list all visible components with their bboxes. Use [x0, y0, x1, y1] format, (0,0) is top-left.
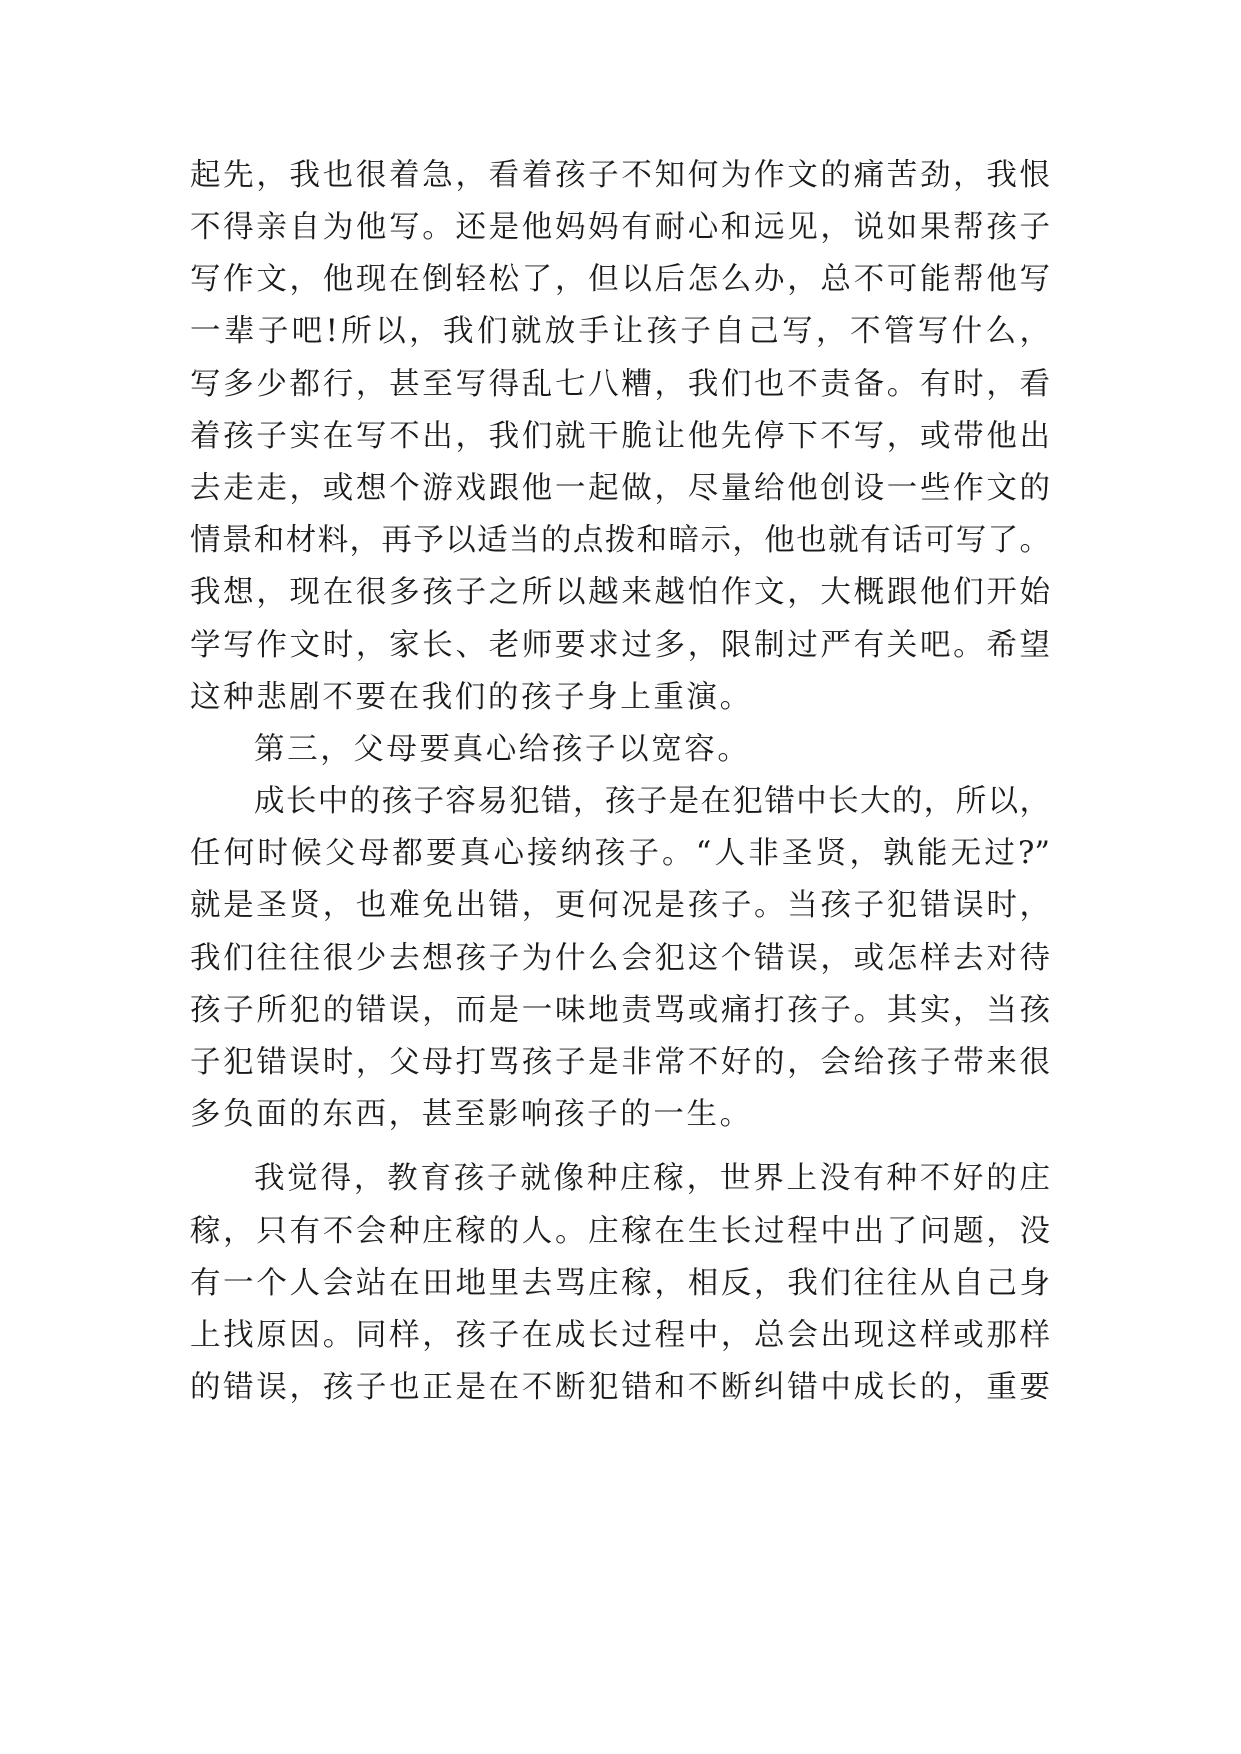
- line-text: 情景和材料，再予以适当的点拨和暗示，他也就有话可写了。: [190, 523, 1050, 559]
- text-line: [190, 150, 1050, 202]
- section-heading: [190, 724, 1050, 776]
- line-text: 一辈子吧!所以，我们就放手让孩子自己写，不管写什么，: [190, 314, 1050, 350]
- text-line: [190, 620, 1050, 672]
- text-line: [190, 1206, 1050, 1258]
- text-line: [190, 776, 1050, 828]
- text-line: [190, 307, 1050, 359]
- line-text: 有一个人会站在田地里去骂庄稼，相反，我们往往从自己身: [190, 1265, 1050, 1301]
- text-line: [190, 1154, 1050, 1206]
- line-text: 任何时候父母都要真心接纳孩子。“人非圣贤，孰能无过?”: [190, 836, 1050, 872]
- text-line: [190, 202, 1050, 254]
- text-line: [190, 1089, 1050, 1141]
- line-text: 多负面的东西，甚至影响孩子的一生。: [190, 1097, 753, 1133]
- line-text: 起先，我也很着急，看着孩子不知何为作文的痛苦劲，我恨: [190, 157, 1050, 193]
- text-line: [190, 568, 1050, 620]
- text-line: [190, 828, 1050, 880]
- text-line: [190, 515, 1050, 567]
- line-text: 写作文，他现在倒轻松了，但以后怎么办，总不可能帮他写: [190, 262, 1050, 298]
- text-line: [190, 1362, 1050, 1414]
- line-text: 成长中的孩子容易犯错，孩子是在犯错中长大的，所以，: [254, 784, 1050, 820]
- text-line: [190, 411, 1050, 463]
- line-text: 子犯错误时，父母打骂孩子是非常不好的，会给孩子带来很: [190, 1045, 1050, 1081]
- line-text: 稼，只有不会种庄稼的人。庄稼在生长过程中出了问题，没: [190, 1213, 1050, 1249]
- text-line: [190, 881, 1050, 933]
- line-text: 不得亲自为他写。还是他妈妈有耐心和远见，说如果帮孩子: [190, 210, 1050, 246]
- document-body: [190, 150, 1050, 1415]
- line-text: 我想，现在很多孩子之所以越来越怕作文，大概跟他们开始: [190, 575, 1050, 611]
- line-text: 第三，父母要真心给孩子以宽容。: [254, 731, 751, 767]
- line-text: 这种悲剧不要在我们的孩子身上重演。: [190, 679, 753, 715]
- line-text: 我们往往很少去想孩子为什么会犯这个错误，或怎样去对待: [190, 940, 1050, 976]
- text-line: [190, 359, 1050, 411]
- line-text: 去走走，或想个游戏跟他一起做，尽量给他创设一些作文的: [190, 470, 1050, 506]
- text-line: [190, 933, 1050, 985]
- line-text: 学写作文时，家长、老师要求过多，限制过严有关吧。希望: [190, 627, 1050, 663]
- line-text: 的错误，孩子也正是在不断犯错和不断纠错中成长的，重要: [190, 1370, 1050, 1406]
- text-line: [190, 463, 1050, 515]
- line-text: 孩子所犯的错误，而是一味地责骂或痛打孩子。其实，当孩: [190, 992, 1050, 1028]
- line-text: 上找原因。同样，孩子在成长过程中，总会出现这样或那样: [190, 1317, 1050, 1353]
- text-line: [190, 1258, 1050, 1310]
- paragraph-gap: [190, 1142, 1050, 1154]
- text-line: [190, 254, 1050, 306]
- text-line: [190, 1037, 1050, 1089]
- text-line: [190, 1310, 1050, 1362]
- line-text: 我觉得，教育孩子就像种庄稼，世界上没有种不好的庄: [254, 1161, 1050, 1197]
- line-text: 着孩子实在写不出，我们就干脆让他先停下不写，或带他出: [190, 418, 1050, 454]
- text-line: [190, 985, 1050, 1037]
- line-text: 就是圣贤，也难免出错，更何况是孩子。当孩子犯错误时，: [190, 888, 1050, 924]
- line-text: 写多少都行，甚至写得乱七八糟，我们也不责备。有时，看: [190, 366, 1050, 402]
- text-line: [190, 672, 1050, 724]
